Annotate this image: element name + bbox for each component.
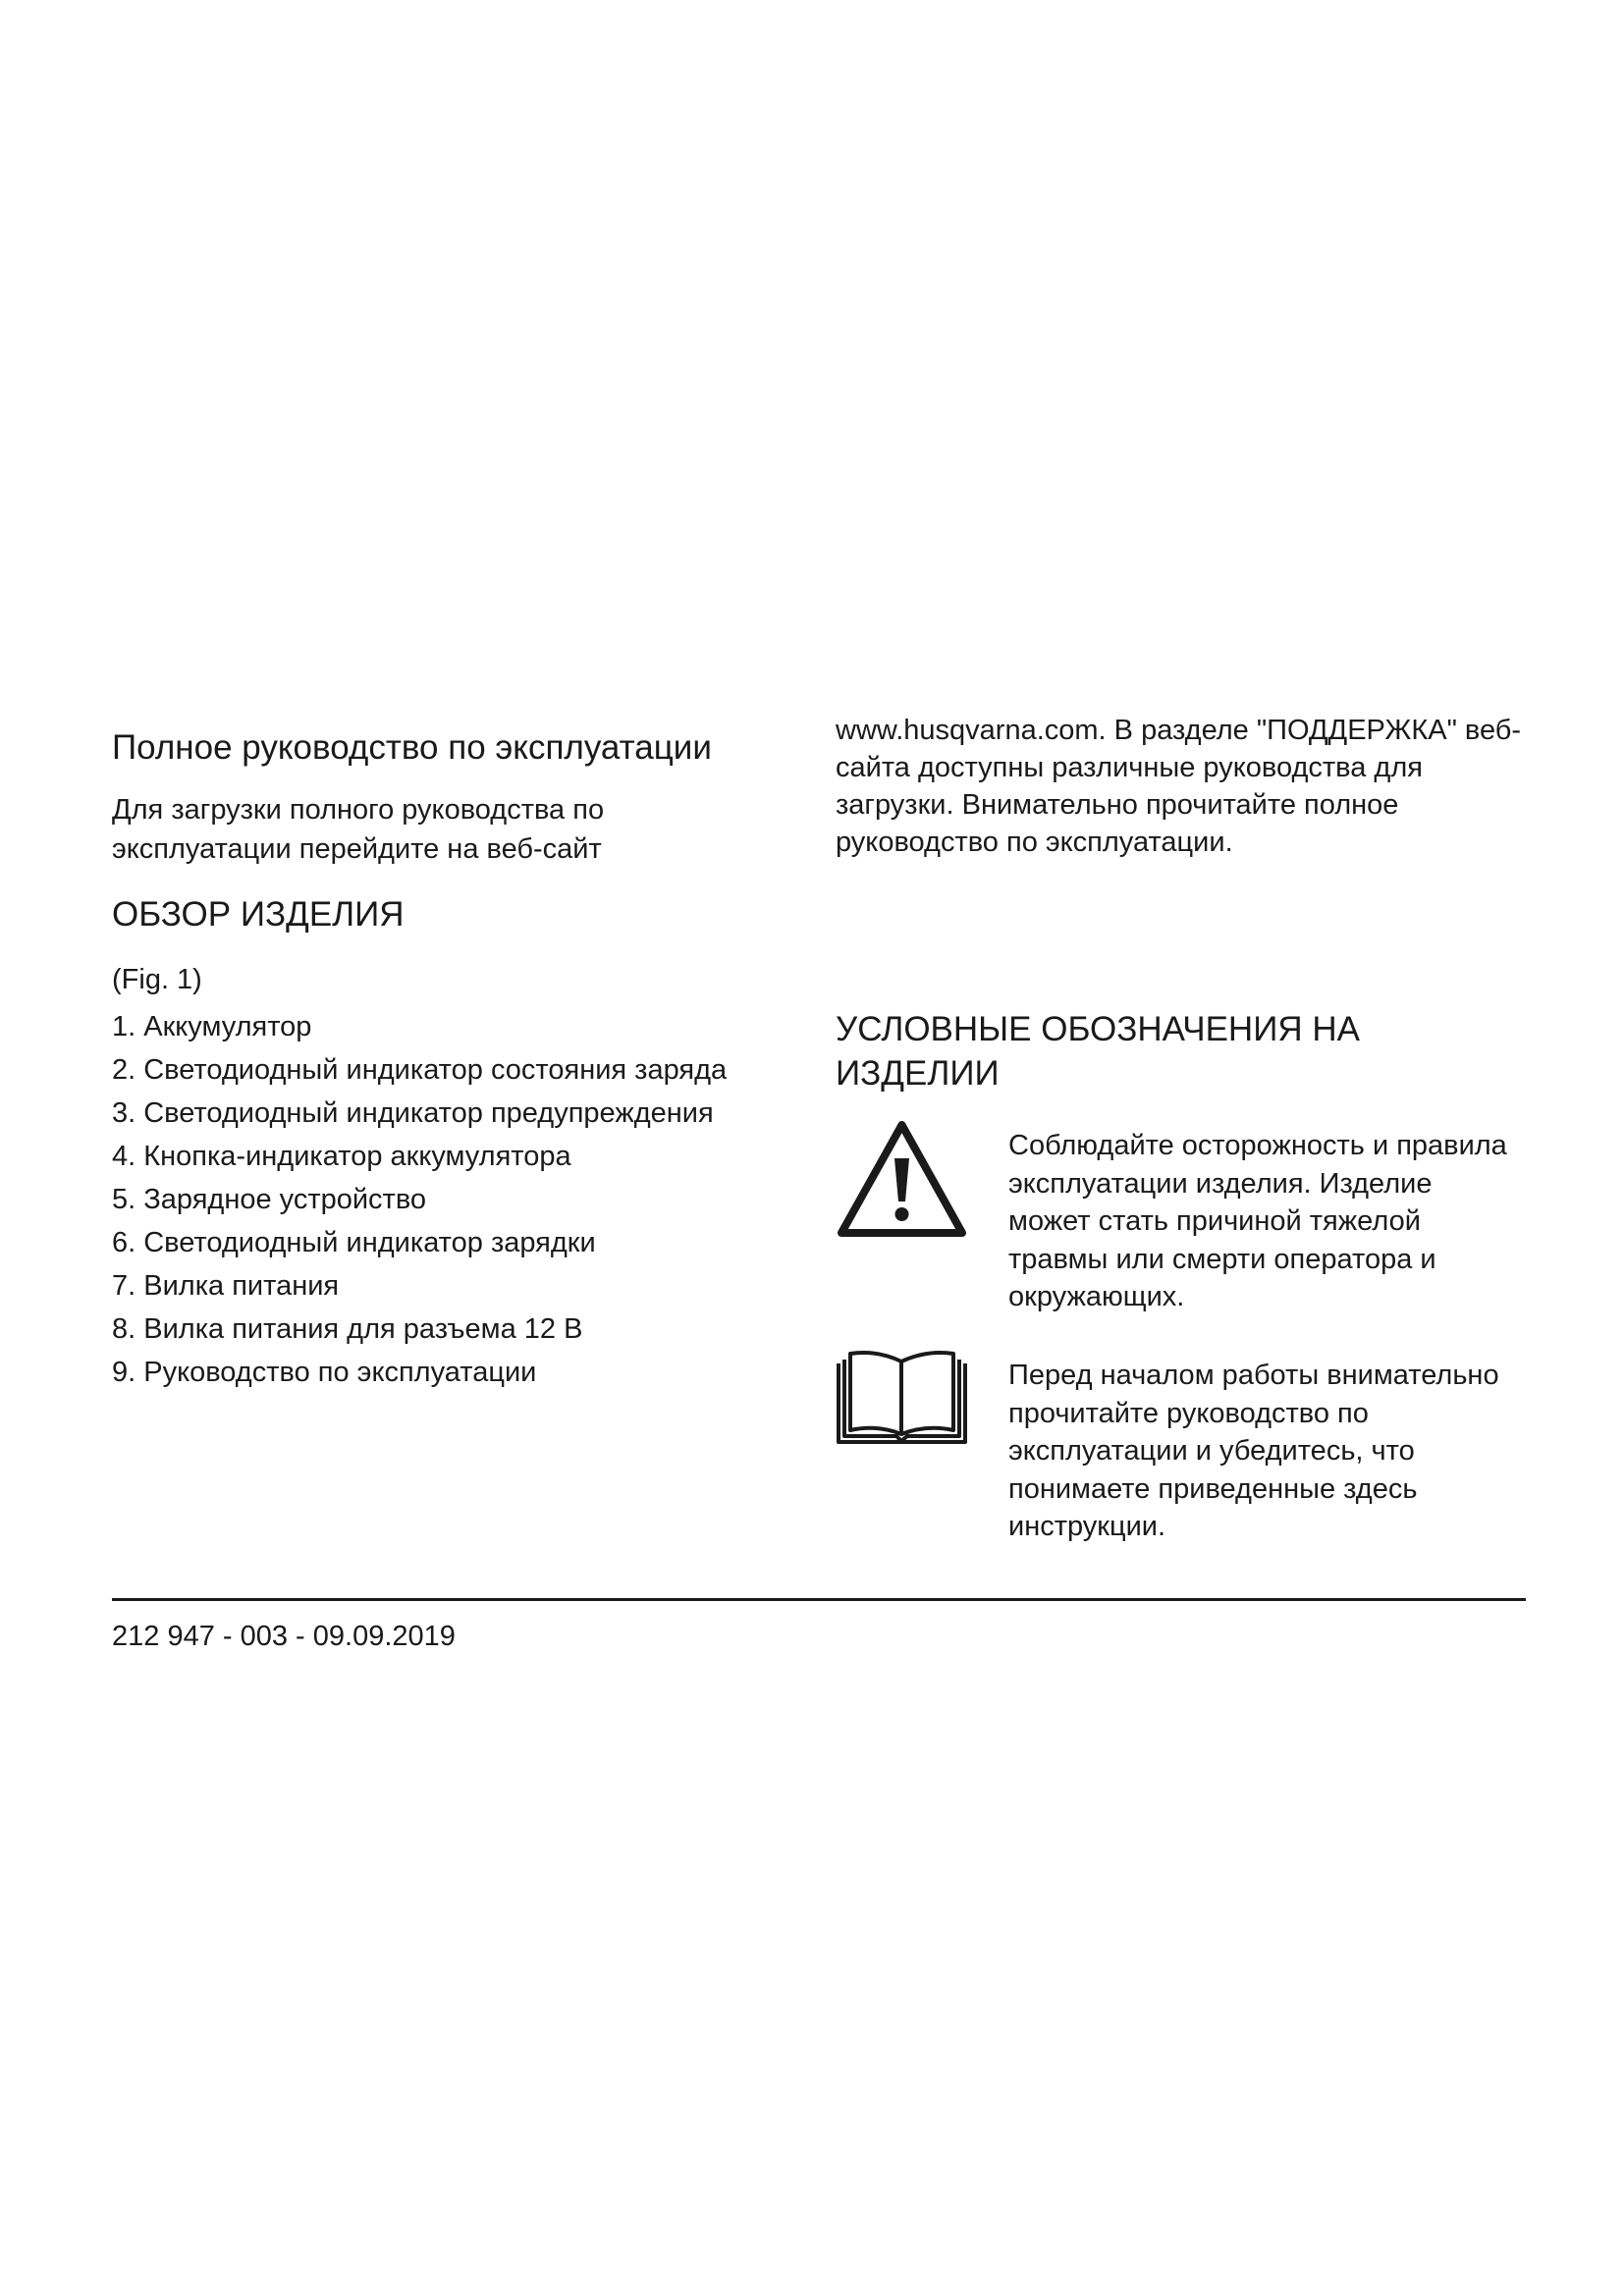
website-instructions-text: www.husqvarna.com. В разделе "ПОДДЕРЖКА" веб-сайта доступны различные руководства для загрузки. Внимательно прочитайте полное руководство по эксплуатации.: [836, 715, 1522, 858]
list-item: 1. Аккумулятор: [112, 1011, 312, 1042]
list-item: 3. Светодиодный индикатор предупреждения: [112, 1097, 714, 1129]
list-item: 6. Светодиодный индикатор зарядки: [112, 1227, 596, 1258]
warning-text: Соблюдайте осторожность и правила эксплуатации изделия. Изделие может стать причиной тяжелой травмы или смерти оператора и окружающих.: [1008, 1130, 1507, 1312]
symbols-heading: УСЛОВНЫЕ ОБОЗНАЧЕНИЯ НА ИЗДЕЛИИ: [836, 1010, 1360, 1093]
manual-heading: Полное руководство по эксплуатации: [112, 728, 712, 767]
read-manual-text: Перед началом работы внимательно прочитайте руководство по эксплуатации и убедитесь, что понимаете приведенные здесь инструкции.: [1008, 1360, 1499, 1542]
list-item: 5. Зарядное устройство: [112, 1184, 427, 1215]
manual-intro-text: Для загрузки полного руководства по эксплуатации перейдите на веб-сайт: [112, 794, 605, 865]
parts-list: [112, 1005, 727, 1394]
list-item: 2. Светодиодный индикатор состояния заряда: [112, 1054, 728, 1086]
list-item: 9. Руководство по эксплуатации: [112, 1357, 537, 1388]
overview-heading: ОБЗОР ИЗДЕЛИЯ: [112, 895, 405, 934]
list-item: 4. Кнопка-индикатор аккумулятора: [112, 1141, 571, 1172]
list-item: 7. Вилка питания: [112, 1270, 340, 1302]
figure-reference: (Fig. 1): [112, 964, 202, 995]
list-item: 8. Вилка питания для разъема 12 В: [112, 1313, 583, 1345]
document-id: 212 947 - 003 - 09.09.2019: [112, 1621, 456, 1652]
footer-divider: [112, 1598, 1526, 1601]
warning-triangle-icon: [836, 1119, 968, 1239]
manual-book-icon: [836, 1350, 968, 1446]
